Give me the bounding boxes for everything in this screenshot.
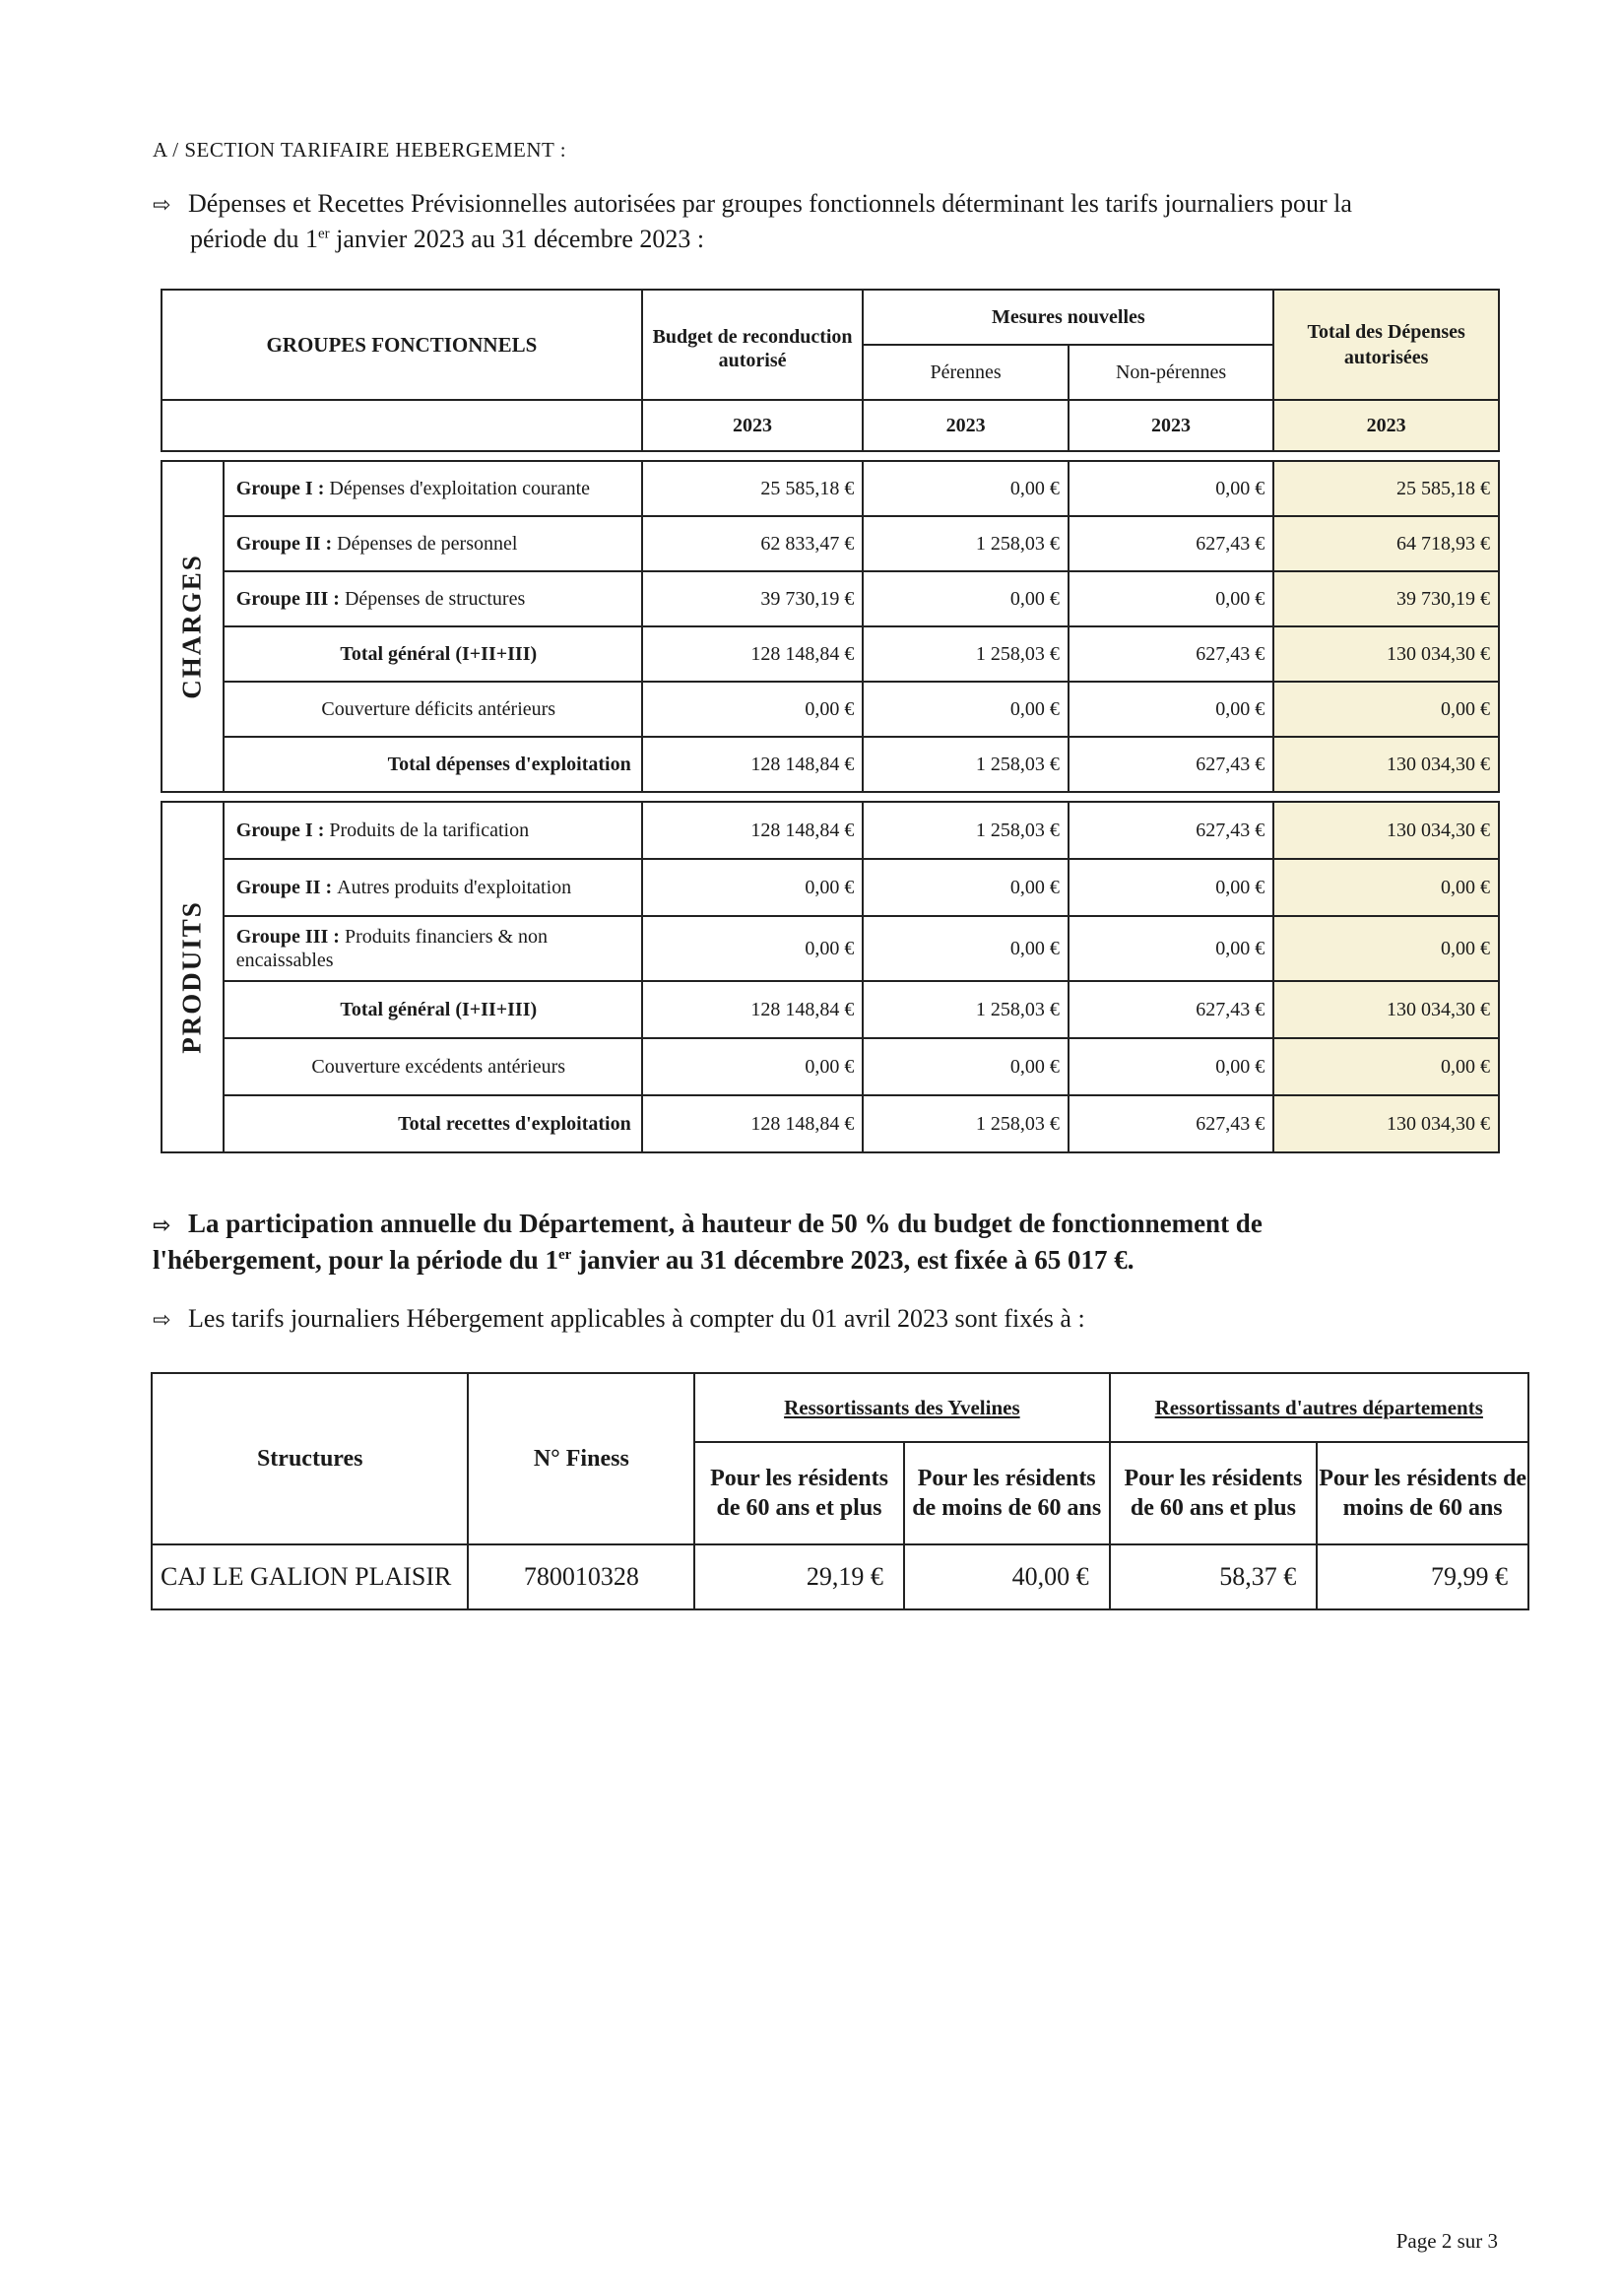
cell-non-perennes: 0,00 € [1069, 859, 1273, 916]
cell-total: 25 585,18 € [1273, 461, 1499, 516]
header-plus-60: Pour les résidents de 60 ans et plus [694, 1442, 904, 1544]
cell-total: 0,00 € [1273, 859, 1499, 916]
cell-budget: 0,00 € [642, 916, 864, 981]
cell-total: 64 718,93 € [1273, 516, 1499, 571]
header-finess: N° Finess [468, 1373, 694, 1544]
cell-budget: 128 148,84 € [642, 802, 864, 859]
cell-budget: 0,00 € [642, 1038, 864, 1095]
charges-label: CHARGES [162, 461, 224, 792]
cell-au-plus: 58,37 € [1110, 1544, 1318, 1609]
header-year: 2023 [642, 400, 864, 451]
cell-budget: 0,00 € [642, 682, 864, 737]
cell-perennes: 0,00 € [863, 571, 1068, 626]
table-row-label: Groupe III : Produits financiers & non encaissables [224, 916, 642, 981]
cell-perennes: 1 258,03 € [863, 626, 1068, 682]
tarifs-table [151, 1372, 1529, 1610]
section-title: A / SECTION TARIFAIRE HEBERGEMENT : [153, 138, 567, 162]
tarifs-intro: ⇨ Les tarifs journaliers Hébergement applicables à compter du 01 avril 2023 sont fixés à : [153, 1302, 1502, 1338]
arrow-right-icon: ⇨ [153, 1214, 171, 1238]
header-total: Total des Dépenses autorisées [1273, 290, 1499, 400]
cell-perennes: 1 258,03 € [863, 516, 1068, 571]
header-yvelines: Ressortissants des Yvelines [694, 1373, 1109, 1442]
cell-non-perennes: 0,00 € [1069, 571, 1273, 626]
cell-budget: 0,00 € [642, 859, 864, 916]
cell-perennes: 1 258,03 € [863, 981, 1068, 1038]
header-autres: Ressortissants d'autres départements [1110, 1373, 1528, 1442]
table-row-label: Groupe I : Dépenses d'exploitation courante [224, 461, 642, 516]
cell-non-perennes: 627,43 € [1069, 516, 1273, 571]
cell-total: 130 034,30 € [1273, 1095, 1499, 1152]
table-row-label: Groupe II : Autres produits d'exploitation [224, 859, 642, 916]
cell-au-moins: 79,99 € [1317, 1544, 1528, 1609]
cell-non-perennes: 0,00 € [1069, 682, 1273, 737]
table-row-label: Groupe I : Produits de la tarification [224, 802, 642, 859]
table-row-label: Total dépenses d'exploitation [224, 737, 642, 792]
cell-budget: 128 148,84 € [642, 981, 864, 1038]
arrow-right-icon: ⇨ [153, 1308, 171, 1333]
header-year: 2023 [1069, 400, 1273, 451]
header-budget: Budget de reconduction autorisé [642, 290, 864, 400]
cell-total: 130 034,30 € [1273, 626, 1499, 682]
header-groups: GROUPES FONCTIONNELS [162, 290, 642, 400]
header-structures: Structures [152, 1373, 468, 1544]
cell-perennes: 0,00 € [863, 1038, 1068, 1095]
cell-budget: 128 148,84 € [642, 1095, 864, 1152]
cell-budget: 62 833,47 € [642, 516, 864, 571]
table-row-label: Total recettes d'exploitation [224, 1095, 642, 1152]
table-row-label: Total général (I+II+III) [224, 626, 642, 682]
cell-non-perennes: 0,00 € [1069, 461, 1273, 516]
cell-total: 0,00 € [1273, 916, 1499, 981]
table-row-label: Total général (I+II+III) [224, 981, 642, 1038]
cell-total: 130 034,30 € [1273, 981, 1499, 1038]
header-year-spacer [162, 400, 642, 451]
header-perennes: Pérennes [863, 345, 1068, 400]
cell-non-perennes: 0,00 € [1069, 916, 1273, 981]
cell-budget: 25 585,18 € [642, 461, 864, 516]
cell-total: 0,00 € [1273, 1038, 1499, 1095]
cell-finess: 780010328 [468, 1544, 694, 1609]
cell-yv-moins: 40,00 € [904, 1544, 1110, 1609]
participation-paragraph: ⇨ La participation annuelle du Département, à hauteur de 50 % du budget de fonctionnement de l'hébergement, pour la période du 1er janvier au 31 décembre 2023, est fixée à 65 017 €. [153, 1209, 1263, 1275]
cell-non-perennes: 627,43 € [1069, 737, 1273, 792]
cell-perennes: 0,00 € [863, 461, 1068, 516]
budget-table [161, 289, 1500, 1153]
cell-perennes: 0,00 € [863, 682, 1068, 737]
produits-label: PRODUITS [162, 802, 224, 1152]
header-year: 2023 [863, 400, 1068, 451]
header-moins-60: Pour les résidents de moins de 60 ans [904, 1442, 1110, 1544]
table-row-label: Groupe III : Dépenses de structures [224, 571, 642, 626]
cell-total: 39 730,19 € [1273, 571, 1499, 626]
cell-non-perennes: 0,00 € [1069, 1038, 1273, 1095]
header-plus-60: Pour les résidents de 60 ans et plus [1110, 1442, 1318, 1544]
table-row-label: Groupe II : Dépenses de personnel [224, 516, 642, 571]
cell-non-perennes: 627,43 € [1069, 626, 1273, 682]
intro-paragraph: ⇨ Dépenses et Recettes Prévisionnelles autorisées par groupes fonctionnels déterminant les tarifs journaliers pour la période du 1er janvier 2023 au 31 décembre 2023 : [153, 189, 1352, 253]
cell-budget: 128 148,84 € [642, 626, 864, 682]
cell-non-perennes: 627,43 € [1069, 1095, 1273, 1152]
cell-total: 130 034,30 € [1273, 802, 1499, 859]
cell-perennes: 0,00 € [863, 859, 1068, 916]
header-mesures: Mesures nouvelles [863, 290, 1273, 345]
cell-structure: CAJ LE GALION PLAISIR [152, 1544, 468, 1609]
arrow-right-icon: ⇨ [153, 193, 171, 218]
header-year: 2023 [1273, 400, 1499, 451]
table-row-label: Couverture excédents antérieurs [224, 1038, 642, 1095]
cell-total: 0,00 € [1273, 682, 1499, 737]
cell-perennes: 1 258,03 € [863, 737, 1068, 792]
cell-budget: 39 730,19 € [642, 571, 864, 626]
page-number: Page 2 sur 3 [1395, 2229, 1498, 2253]
header-moins-60: Pour les résidents de moins de 60 ans [1317, 1442, 1528, 1544]
cell-total: 130 034,30 € [1273, 737, 1499, 792]
cell-perennes: 0,00 € [863, 916, 1068, 981]
cell-perennes: 1 258,03 € [863, 802, 1068, 859]
cell-yv-plus: 29,19 € [694, 1544, 904, 1609]
header-non-perennes: Non-pérennes [1069, 345, 1273, 400]
cell-non-perennes: 627,43 € [1069, 802, 1273, 859]
table-row-label: Couverture déficits antérieurs [224, 682, 642, 737]
cell-perennes: 1 258,03 € [863, 1095, 1068, 1152]
cell-non-perennes: 627,43 € [1069, 981, 1273, 1038]
cell-budget: 128 148,84 € [642, 737, 864, 792]
